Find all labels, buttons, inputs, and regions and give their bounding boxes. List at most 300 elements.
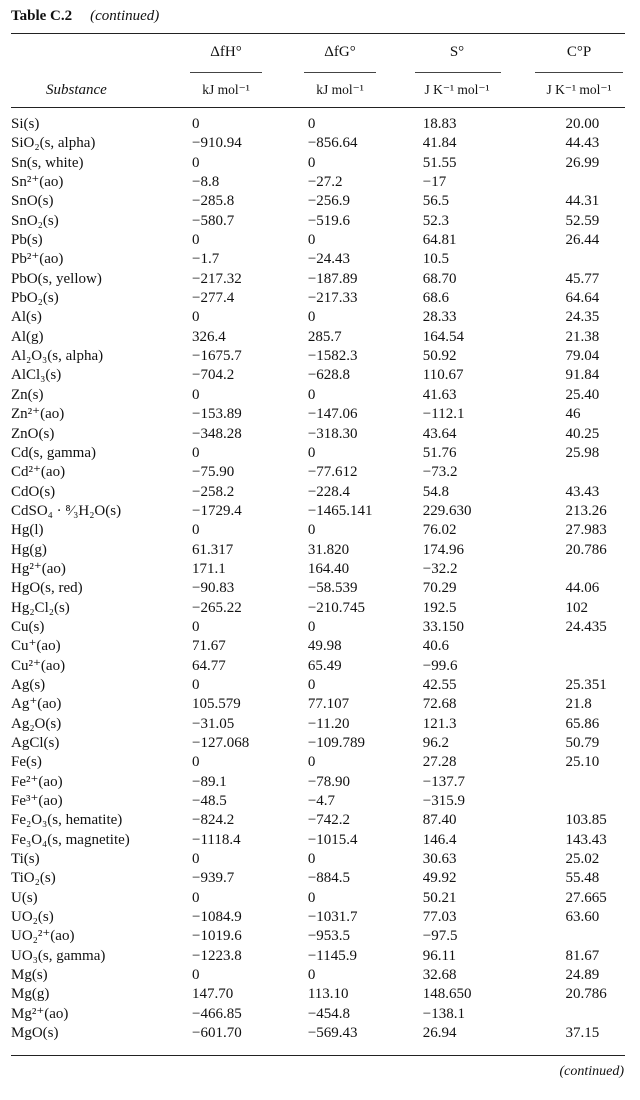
- cp-cell: 45.77: [565, 270, 600, 287]
- table-row: [11, 541, 640, 560]
- substance-cell: Ag⁺(ao): [11, 696, 62, 713]
- dfg-cell: −1015.4: [307, 831, 358, 848]
- table-row: [11, 676, 640, 695]
- cp-cell: 55.48: [565, 870, 600, 887]
- table-row: [11, 1005, 640, 1024]
- dfh-cell: −1223.8: [192, 947, 242, 964]
- dfg-cell: −318.30: [307, 425, 358, 442]
- dfh-cell: 0: [192, 232, 200, 249]
- dfh-cell: −1729.4: [192, 502, 242, 519]
- dfh-cell: −580.7: [192, 212, 235, 229]
- dfh-cell: 0: [192, 386, 200, 403]
- cp-cell: 213.26: [565, 502, 607, 519]
- dfg-cell: 0: [307, 967, 316, 984]
- cp-cell: 20.786: [565, 986, 607, 1003]
- table-row: [11, 889, 640, 908]
- table-row: [11, 734, 640, 753]
- dfg-cell: −519.6: [307, 212, 351, 229]
- s-cell: −32.2: [422, 560, 458, 577]
- table-row: [11, 463, 640, 482]
- substance-cell: Pb(s): [11, 232, 43, 249]
- header-dfh: ΔfH°: [210, 44, 242, 60]
- cp-cell: 21.38: [565, 328, 600, 345]
- table-row: [11, 1024, 640, 1043]
- cp-cell: 52.59: [565, 212, 600, 229]
- table-title: [11, 8, 159, 25]
- table-row: [11, 869, 640, 888]
- dfh-cell: −348.28: [192, 425, 242, 442]
- table-row: [11, 483, 640, 502]
- dfh-cell: −8.8: [192, 174, 220, 191]
- header-rule-dfh: [190, 72, 262, 73]
- s-cell: 41.63: [422, 386, 457, 403]
- cp-cell: 26.99: [565, 154, 600, 171]
- cp-cell: 40.25: [565, 425, 600, 442]
- cp-cell: 25.10: [565, 754, 600, 771]
- table-row: [11, 618, 640, 637]
- dfh-cell: 0: [192, 444, 200, 461]
- substance-cell: Ag(s): [11, 676, 46, 693]
- cp-cell: [522, 792, 640, 811]
- footer-continued: (continued): [559, 1064, 624, 1079]
- dfg-cell: −1582.3: [307, 348, 358, 365]
- dfg-cell: 0: [307, 386, 316, 403]
- dfh-cell: −466.85: [192, 1005, 242, 1022]
- table-row: [11, 521, 640, 540]
- cp-cell: 65.86: [565, 715, 600, 732]
- table-row: [11, 657, 640, 676]
- dfg-cell: 0: [307, 889, 316, 906]
- dfg-cell: −256.9: [307, 193, 351, 210]
- table-row: [11, 154, 640, 173]
- s-cell: 96.11: [422, 947, 456, 964]
- s-cell: 148.650: [422, 986, 472, 1003]
- substance-cell: Fe(s): [11, 754, 42, 771]
- s-cell: 43.64: [422, 425, 457, 442]
- table-row: [11, 308, 640, 327]
- cp-cell: [522, 927, 640, 946]
- s-cell: −73.2: [422, 464, 458, 481]
- table-row: [11, 599, 640, 618]
- table-row: [11, 927, 640, 946]
- cp-cell: 103.85: [565, 812, 607, 829]
- dfg-cell: −4.7: [307, 793, 336, 810]
- cp-cell: 26.44: [565, 232, 600, 249]
- s-cell: 40.6: [422, 638, 450, 655]
- table-row: [11, 328, 640, 347]
- dfg-cell: 0: [307, 851, 316, 868]
- substance-cell: AgCl(s): [11, 735, 60, 751]
- s-cell: −17: [422, 174, 447, 191]
- cp-cell: 27.665: [565, 889, 607, 906]
- s-cell: −137.7: [422, 773, 466, 790]
- dfh-cell: −89.1: [192, 773, 227, 790]
- cp-cell: 25.351: [565, 676, 607, 693]
- table-row: [11, 366, 640, 385]
- table-row: [11, 850, 640, 869]
- dfg-cell: −11.20: [307, 715, 350, 732]
- substance-cell: CdO(s): [11, 483, 56, 500]
- header-rule-dfg: [304, 72, 376, 73]
- dfh-cell: 64.77: [192, 657, 226, 674]
- cp-cell: 27.983: [565, 522, 607, 539]
- substance-cell: CdSO₄ · ⁸⁄₃H₂O(s): [11, 502, 122, 519]
- dfg-cell: −1031.7: [307, 909, 358, 926]
- cp-cell: 25.40: [565, 386, 600, 403]
- cp-cell: 20.786: [565, 541, 607, 558]
- substance-cell: UO₂(s): [11, 909, 54, 926]
- s-cell: 42.55: [422, 676, 457, 693]
- substance-cell: Al(g): [11, 328, 44, 345]
- header-dfg: ΔfG°: [324, 44, 356, 60]
- table-row: [11, 347, 640, 366]
- substance-cell: Al₂O₃(s, alpha): [11, 348, 104, 365]
- dfg-cell: −454.8: [307, 1005, 351, 1022]
- s-cell: 56.5: [422, 193, 450, 210]
- table-row: [11, 947, 640, 966]
- s-cell: 174.96: [422, 541, 465, 558]
- dfh-cell: −153.89: [192, 406, 242, 423]
- table-row: [11, 173, 640, 192]
- dfh-cell: −75.90: [192, 464, 235, 481]
- dfg-cell: 0: [307, 444, 316, 461]
- table-row: [11, 270, 640, 289]
- s-cell: 50.21: [422, 889, 457, 906]
- table-row: [11, 115, 640, 134]
- substance-cell: UO₃(s, gamma): [11, 947, 106, 964]
- substance-cell: HgO(s, red): [11, 580, 83, 597]
- cp-cell: 24.35: [565, 309, 600, 326]
- dfg-cell: 31.820: [307, 541, 350, 558]
- dfg-cell: −884.5: [307, 870, 351, 887]
- s-cell: 68.6: [422, 290, 450, 307]
- dfg-cell: −77.612: [307, 464, 358, 481]
- s-cell: 28.33: [422, 309, 457, 326]
- substance-cell: SnO(s): [11, 193, 54, 210]
- dfg-cell: −147.06: [307, 406, 358, 423]
- dfh-cell: 171.1: [192, 560, 226, 577]
- s-cell: 87.40: [422, 812, 457, 829]
- substance-cell: Al(s): [11, 309, 42, 326]
- cp-cell: 50.79: [565, 735, 600, 751]
- table-row: [11, 637, 640, 656]
- dfh-cell: −258.2: [192, 483, 235, 500]
- s-cell: 33.150: [422, 618, 465, 635]
- dfh-cell: −285.8: [192, 193, 235, 210]
- substance-cell: Mg(g): [11, 986, 50, 1003]
- s-cell: 146.4: [422, 831, 457, 848]
- table-row: [11, 425, 640, 444]
- dfh-cell: 0: [192, 154, 200, 171]
- substance-cell: Sn(s, white): [11, 154, 84, 171]
- dfg-cell: 49.98: [307, 638, 342, 655]
- substance-cell: Cu⁺(ao): [11, 638, 61, 655]
- table-row: [11, 444, 640, 463]
- s-cell: 26.94: [422, 1025, 457, 1042]
- substance-cell: SnO₂(s): [11, 212, 59, 229]
- cp-cell: 37.15: [565, 1025, 600, 1042]
- substance-cell: SiO₂(s, alpha): [11, 135, 96, 152]
- s-cell: 192.5: [422, 599, 457, 616]
- dfh-cell: 0: [192, 851, 200, 868]
- s-cell: 72.68: [422, 696, 457, 713]
- unit-dfh: kJ mol⁻¹: [202, 82, 250, 97]
- substance-cell: TiO₂(s): [11, 870, 56, 887]
- table-row: [11, 250, 640, 269]
- s-cell: 96.2: [422, 735, 450, 751]
- cp-cell: 143.43: [565, 831, 607, 848]
- cp-cell: 44.43: [565, 135, 600, 152]
- dfg-cell: −24.43: [307, 251, 351, 268]
- cp-cell: 21.8: [565, 696, 592, 713]
- dfh-cell: 0: [192, 309, 200, 326]
- s-cell: 64.81: [422, 232, 457, 249]
- dfh-cell: −1084.9: [192, 909, 242, 926]
- header-rule-s: [415, 72, 501, 73]
- dfg-cell: 77.107: [307, 696, 350, 713]
- table-row: [11, 753, 640, 772]
- dfh-cell: −939.7: [192, 870, 235, 887]
- dfg-cell: 0: [307, 676, 316, 693]
- dfg-cell: 0: [307, 309, 316, 326]
- dfg-cell: −187.89: [307, 270, 358, 287]
- s-cell: 27.28: [422, 754, 457, 771]
- substance-cell: Hg²⁺(ao): [11, 560, 66, 577]
- substance-cell: Mg²⁺(ao): [11, 1005, 69, 1022]
- s-cell: 10.5: [422, 251, 450, 268]
- dfg-cell: 0: [307, 754, 316, 771]
- table-label: Table C.2: [11, 8, 73, 24]
- unit-s: J K⁻¹ mol⁻¹: [424, 82, 490, 97]
- s-cell: 70.29: [422, 580, 457, 597]
- dfg-cell: −628.8: [307, 367, 351, 384]
- continued-label: (continued): [90, 8, 160, 24]
- unit-dfg: kJ mol⁻¹: [316, 82, 364, 97]
- substance-cell: Ti(s): [11, 851, 40, 868]
- dfg-cell: 0: [307, 154, 316, 171]
- cp-cell: 91.84: [565, 367, 600, 384]
- cp-cell: [522, 657, 640, 676]
- dfg-cell: −953.5: [307, 928, 351, 945]
- cp-cell: [522, 1005, 640, 1024]
- table-row: [11, 579, 640, 598]
- s-cell: 52.3: [422, 212, 450, 229]
- dfh-cell: 0: [192, 522, 200, 539]
- table-row: [11, 289, 640, 308]
- dfh-cell: −1019.6: [192, 928, 242, 945]
- dfg-cell: 0: [307, 522, 316, 539]
- table-row: [11, 212, 640, 231]
- dfh-cell: −601.70: [192, 1025, 242, 1042]
- header-substance: Substance: [46, 82, 107, 98]
- dfg-cell: −569.43: [307, 1025, 358, 1042]
- cp-cell: 81.67: [565, 947, 600, 964]
- s-cell: 54.8: [422, 483, 450, 500]
- cp-cell: 25.98: [565, 444, 600, 461]
- dfh-cell: 105.579: [192, 696, 241, 713]
- s-cell: −138.1: [422, 1005, 466, 1022]
- substance-cell: Hg(l): [11, 522, 44, 539]
- dfg-cell: 285.7: [307, 328, 342, 345]
- table-row: [11, 560, 640, 579]
- substance-cell: Pb²⁺(ao): [11, 251, 64, 268]
- bottom-rule: [11, 1055, 625, 1056]
- substance-cell: Si(s): [11, 116, 40, 132]
- s-cell: −97.5: [422, 928, 458, 945]
- cp-cell: [522, 250, 640, 269]
- cp-cell: 64.64: [565, 290, 600, 307]
- substance-cell: Cd²⁺(ao): [11, 464, 66, 481]
- cp-cell: 43.43: [565, 483, 600, 500]
- header-bottom-rule: [11, 107, 625, 108]
- substance-cell: PbO₂(s): [11, 290, 59, 307]
- substance-cell: Zn²⁺(ao): [11, 406, 65, 423]
- substance-cell: Fe³⁺(ao): [11, 793, 63, 810]
- dfh-cell: −277.4: [192, 290, 235, 307]
- s-cell: 18.83: [422, 116, 457, 132]
- cp-cell: 63.60: [565, 909, 600, 926]
- dfh-cell: −127.068: [192, 735, 250, 751]
- dfg-cell: −742.2: [307, 812, 351, 829]
- dfh-cell: −1118.4: [192, 831, 241, 848]
- table-row: [11, 192, 640, 211]
- dfg-cell: −27.2: [307, 174, 343, 191]
- dfg-cell: 0: [307, 116, 316, 132]
- dfh-cell: −265.22: [192, 599, 242, 616]
- dfh-cell: −31.05: [192, 715, 235, 732]
- s-cell: 49.92: [422, 870, 457, 887]
- dfh-cell: 61.317: [192, 541, 234, 558]
- substance-cell: Cu(s): [11, 618, 45, 635]
- unit-cp: J K⁻¹ mol⁻¹: [546, 82, 612, 97]
- table-row: [11, 231, 640, 250]
- header-cp: C°P: [566, 44, 592, 60]
- substance-cell: AlCl₃(s): [11, 367, 62, 384]
- dfh-cell: −1.7: [192, 251, 220, 268]
- dfh-cell: −90.83: [192, 580, 235, 597]
- substance-cell: PbO(s, yellow): [11, 270, 102, 287]
- substance-cell: MgO(s): [11, 1025, 59, 1042]
- table-row: [11, 502, 640, 521]
- dfg-cell: −78.90: [307, 773, 351, 790]
- cp-cell: [522, 637, 640, 656]
- header-rule-cp: [535, 72, 623, 73]
- s-cell: 30.63: [422, 851, 457, 868]
- s-cell: 229.630: [422, 502, 472, 519]
- dfh-cell: 0: [192, 754, 200, 771]
- dfg-cell: 0: [307, 232, 316, 249]
- cp-cell: 24.89: [565, 967, 600, 984]
- substance-cell: Zn(s): [11, 386, 44, 403]
- s-cell: 76.02: [422, 522, 457, 539]
- s-cell: 41.84: [422, 135, 457, 152]
- table-body: [11, 115, 640, 1044]
- table-row: [11, 908, 640, 927]
- dfg-cell: −1145.9: [307, 947, 357, 964]
- dfh-cell: 0: [192, 676, 200, 693]
- cp-cell: 24.435: [565, 618, 607, 635]
- s-cell: 121.3: [422, 715, 457, 732]
- s-cell: 51.76: [422, 444, 457, 461]
- table-row: [11, 831, 640, 850]
- table-row: [11, 405, 640, 424]
- top-rule: [11, 33, 625, 34]
- s-cell: 77.03: [422, 909, 457, 926]
- substance-cell: Fe₃O₄(s, magnetite): [11, 831, 130, 848]
- cp-cell: 102: [565, 599, 588, 616]
- substance-cell: UO₂²⁺(ao): [11, 928, 75, 945]
- dfh-cell: 0: [192, 618, 200, 635]
- table-row: [11, 386, 640, 405]
- dfh-cell: −217.32: [192, 270, 242, 287]
- substance-cell: Mg(s): [11, 967, 48, 984]
- dfg-cell: 65.49: [307, 657, 342, 674]
- s-cell: −315.9: [422, 793, 466, 810]
- substance-cell: Fe₂O₃(s, hematite): [11, 812, 123, 829]
- cp-cell: [522, 463, 640, 482]
- dfg-cell: 0: [307, 618, 316, 635]
- dfh-cell: −704.2: [192, 367, 235, 384]
- s-cell: −112.1: [422, 406, 465, 423]
- substance-cell: Fe²⁺(ao): [11, 773, 63, 790]
- table-row: [11, 985, 640, 1004]
- cp-cell: [522, 560, 640, 579]
- s-cell: 68.70: [422, 270, 457, 287]
- substance-cell: Cu²⁺(ao): [11, 657, 66, 674]
- table-row: [11, 715, 640, 734]
- s-cell: 51.55: [422, 154, 457, 171]
- substance-cell: Ag₂O(s): [11, 715, 62, 732]
- dfg-cell: 113.10: [307, 986, 349, 1003]
- dfh-cell: 0: [192, 116, 200, 132]
- dfh-cell: −910.94: [192, 135, 242, 152]
- dfg-cell: −856.64: [307, 135, 358, 152]
- substance-cell: U(s): [11, 889, 38, 906]
- dfh-cell: 326.4: [192, 328, 226, 345]
- cp-cell: [522, 773, 640, 792]
- dfg-cell: −109.789: [307, 735, 366, 751]
- s-cell: −99.6: [422, 657, 458, 674]
- dfh-cell: −1675.7: [192, 348, 242, 365]
- cp-cell: 46: [565, 406, 581, 423]
- dfg-cell: −58.539: [307, 580, 358, 597]
- dfh-cell: −824.2: [192, 812, 235, 829]
- dfh-cell: −48.5: [192, 793, 227, 810]
- dfh-cell: 71.67: [192, 638, 226, 655]
- cp-cell: 44.31: [565, 193, 600, 210]
- table-row: [11, 695, 640, 714]
- table-row: [11, 134, 640, 153]
- substance-cell: Sn²⁺(ao): [11, 174, 64, 191]
- dfh-cell: 147.70: [192, 986, 234, 1003]
- substance-cell: Cd(s, gamma): [11, 444, 96, 461]
- dfg-cell: −1465.141: [307, 502, 373, 519]
- dfg-cell: 164.40: [307, 560, 350, 577]
- thermo-table: [11, 115, 640, 1044]
- dfg-cell: −217.33: [307, 290, 358, 307]
- substance-cell: ZnO(s): [11, 425, 55, 442]
- s-cell: 50.92: [422, 348, 457, 365]
- cp-cell: 79.04: [565, 348, 600, 365]
- table-row: [11, 811, 640, 830]
- cp-cell: 20.00: [565, 116, 600, 132]
- s-cell: 164.54: [422, 328, 465, 345]
- table-row: [11, 792, 640, 811]
- dfg-cell: −210.745: [307, 599, 366, 616]
- dfh-cell: 0: [192, 967, 200, 984]
- dfg-cell: −228.4: [307, 483, 351, 500]
- substance-cell: Hg₂Cl₂(s): [11, 599, 70, 616]
